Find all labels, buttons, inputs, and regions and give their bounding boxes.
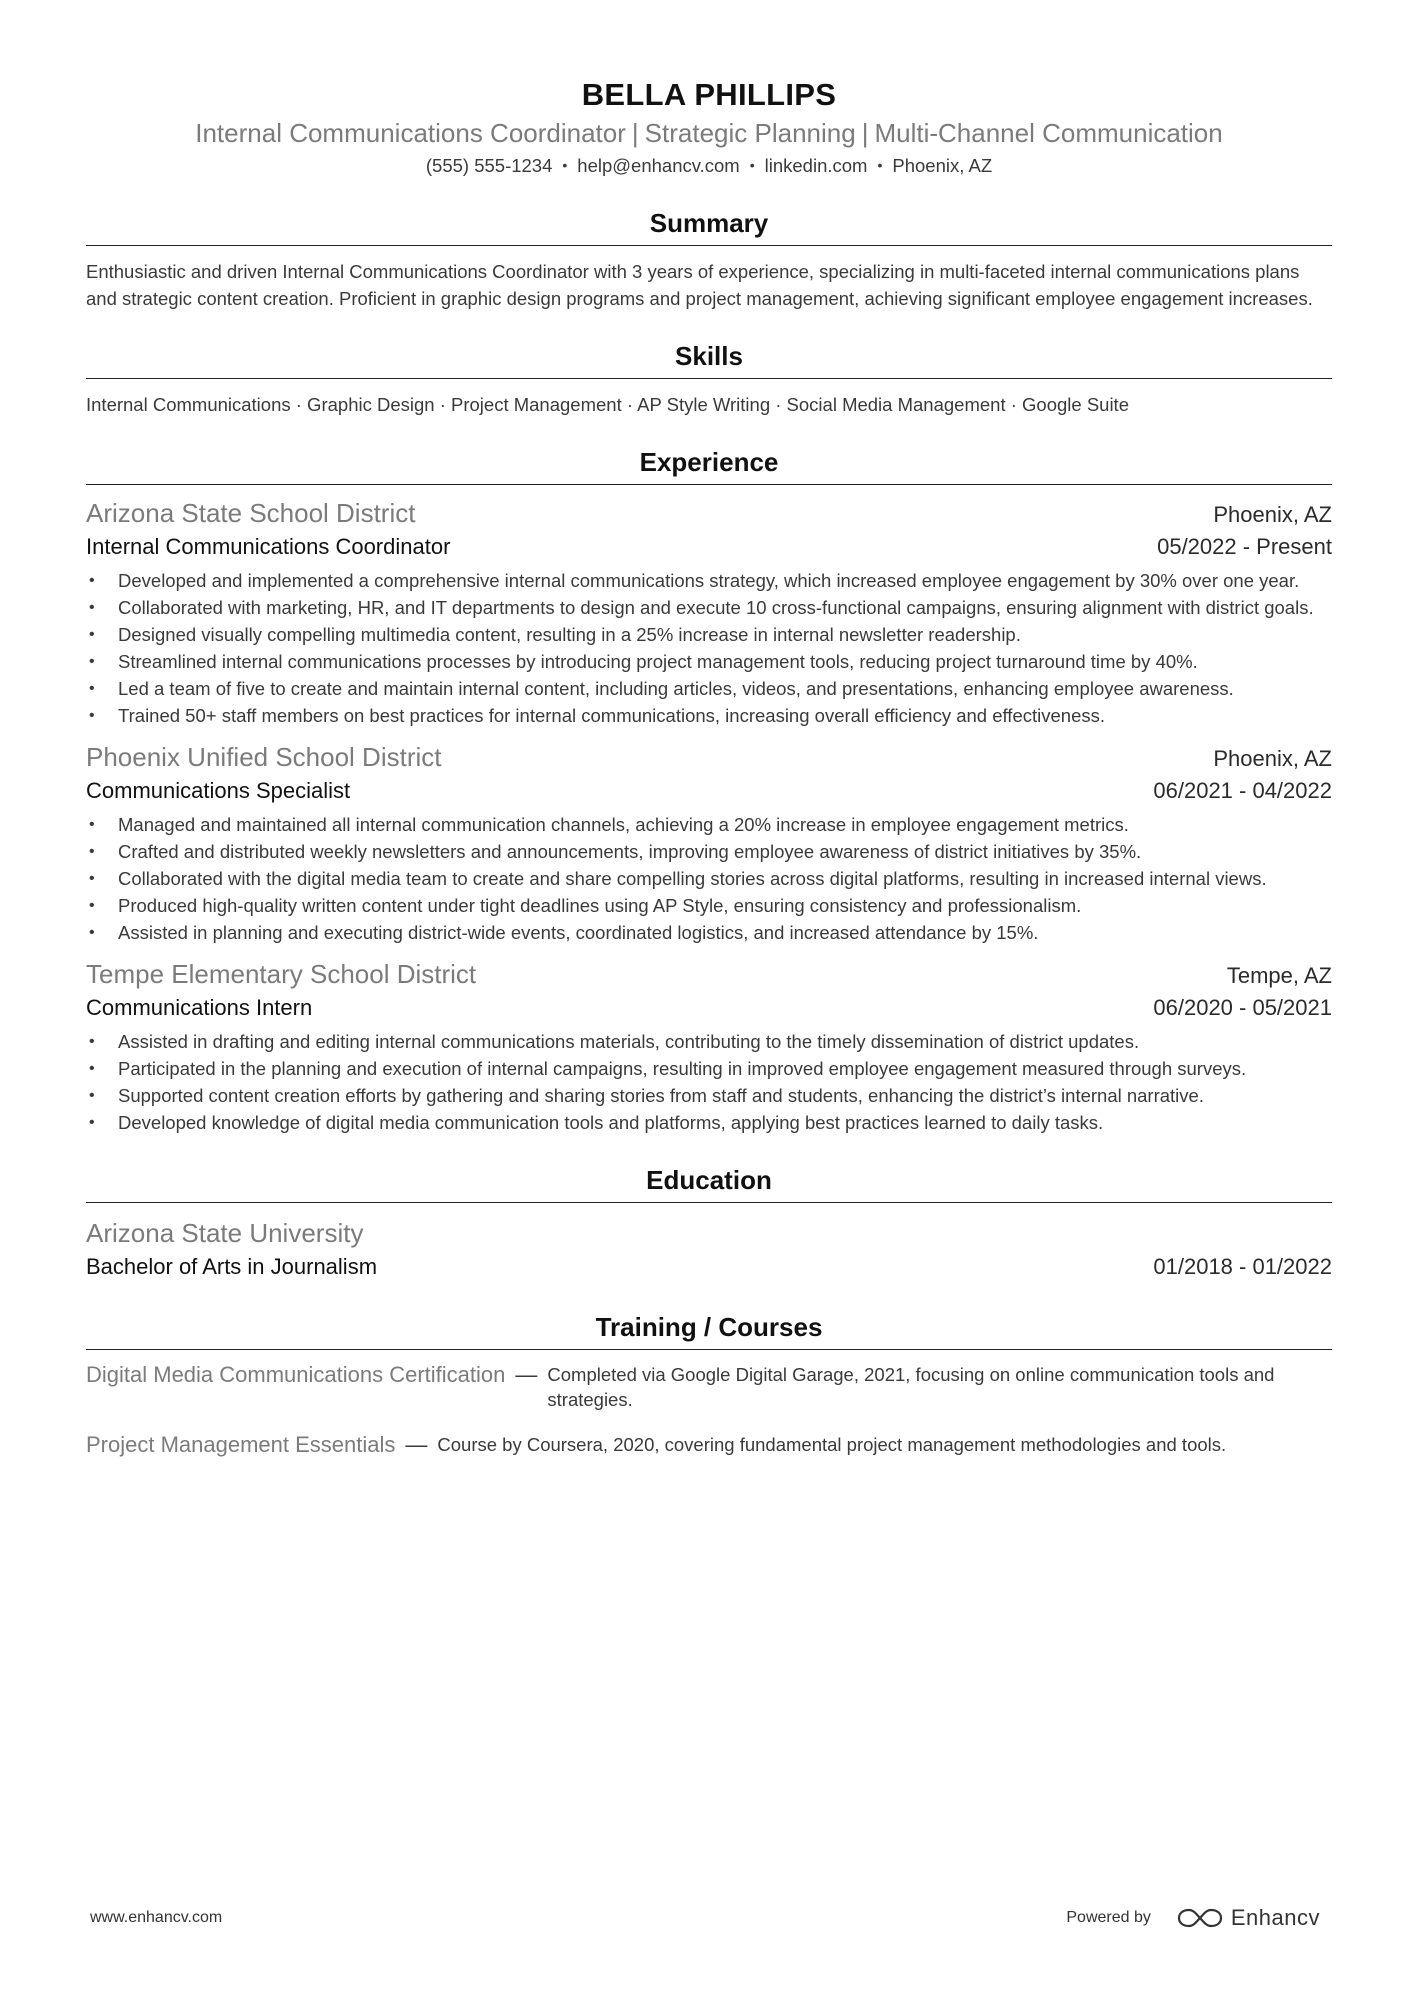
title-item: Multi-Channel Communication bbox=[874, 118, 1223, 148]
job-dates: 06/2020 - 05/2021 bbox=[1153, 995, 1332, 1020]
bullet-item: • Supported content creation efforts by gathering and sharing stories from staff and students, enhancing the district’s internal narrative. bbox=[86, 1082, 1332, 1109]
company-name: Phoenix Unified School District bbox=[86, 742, 442, 772]
job-entry bbox=[86, 739, 1332, 946]
bullet-item: • Designed visually compelling multimedia content, resulting in a 25% increase in internal newsletter readership. bbox=[86, 621, 1332, 648]
resume-page bbox=[86, 74, 1332, 1457]
company-name: Tempe Elementary School District bbox=[86, 959, 477, 989]
training-section bbox=[86, 1310, 1332, 1457]
contact-line bbox=[86, 152, 1332, 179]
course-description: Course by Coursera, 2020, covering fundamental project management methodologies and tools. bbox=[437, 1434, 1227, 1455]
bullet-item: • Assisted in drafting and editing internal communications materials, contributing to the timely dissemination of district updates. bbox=[86, 1028, 1332, 1055]
skills-list: Internal Communications · Graphic Design · Project Management · AP Style Writing · Social Media Management · Google Suite bbox=[86, 394, 1129, 415]
job-entry bbox=[86, 495, 1332, 729]
bullet-item: • Developed and implemented a comprehensive internal communications strategy, which increased employee engagement by 30% over one year. bbox=[86, 567, 1332, 594]
course-dash: — bbox=[405, 1432, 428, 1457]
course-name: Project Management Essentials bbox=[86, 1432, 396, 1457]
job-bullets bbox=[86, 811, 1332, 946]
job-role: Internal Communications Coordinator bbox=[86, 534, 451, 559]
education-entry bbox=[86, 1215, 1332, 1283]
bullet-item: • Trained 50+ staff members on best practices for internal communications, increasing overall efficiency and effectiveness. bbox=[86, 702, 1332, 729]
course-description: Completed via Google Digital Garage, 2021, focusing on online communication tools and strategies. bbox=[547, 1364, 1275, 1410]
course-entry bbox=[86, 1362, 1332, 1412]
skills-section bbox=[86, 339, 1332, 418]
bullet-item: • Collaborated with the digital media team to create and share compelling stories across digital platforms, resulting in increased internal views. bbox=[86, 865, 1332, 892]
bullet-item: • Produced high-quality written content under tight deadlines using AP Style, ensuring consistency and professionalism. bbox=[86, 892, 1332, 919]
bullet-item: • Streamlined internal communications processes by introducing project management tools, reducing project turnaround time by 40%. bbox=[86, 648, 1332, 675]
section-heading: Skills bbox=[86, 339, 1332, 379]
enhancv-brand[interactable] bbox=[1177, 1905, 1320, 1931]
job-role: Communications Intern bbox=[86, 995, 313, 1020]
job-role: Communications Specialist bbox=[86, 778, 351, 803]
bullet-item: • Crafted and distributed weekly newsletters and announcements, improving employee awareness of district initiatives by 35%. bbox=[86, 838, 1332, 865]
section-heading: Summary bbox=[86, 206, 1332, 246]
powered-by-label: Powered by bbox=[1066, 1909, 1151, 1926]
course-entry bbox=[86, 1432, 1332, 1457]
degree: Bachelor of Arts in Journalism bbox=[86, 1254, 378, 1279]
candidate-name: BELLA PHILLIPS bbox=[581, 77, 837, 112]
title-item: Strategic Planning bbox=[644, 118, 856, 148]
experience-section bbox=[86, 445, 1332, 1136]
brand-name: Enhancv bbox=[1230, 1905, 1320, 1930]
school-name: Arizona State University bbox=[86, 1218, 364, 1248]
contact-separator: • bbox=[877, 157, 883, 173]
bullet-item: • Participated in the planning and execution of internal campaigns, resulting in improved employee engagement measured through surveys. bbox=[86, 1055, 1332, 1082]
job-dates: 05/2022 - Present bbox=[1157, 534, 1332, 559]
email-link[interactable]: help@enhancv.com bbox=[577, 155, 740, 176]
title-separator: | bbox=[861, 118, 869, 148]
linkedin-link[interactable]: linkedin.com bbox=[764, 155, 868, 176]
section-heading: Training / Courses bbox=[86, 1310, 1332, 1350]
bullet-item: • Managed and maintained all internal communication channels, achieving a 20% increase in employee engagement metrics. bbox=[86, 811, 1332, 838]
contact-separator: • bbox=[749, 157, 755, 173]
education-section bbox=[86, 1163, 1332, 1283]
bullet-item: • Assisted in planning and executing district-wide events, coordinated logistics, and increased attendance by 15%. bbox=[86, 919, 1332, 946]
job-location: Phoenix, AZ bbox=[1213, 746, 1332, 771]
company-name: Arizona State School District bbox=[86, 498, 416, 528]
location: Phoenix, AZ bbox=[892, 155, 993, 176]
section-heading: Experience bbox=[86, 445, 1332, 485]
bullet-item: • Developed knowledge of digital media communication tools and platforms, applying best practices learned to daily tasks. bbox=[86, 1109, 1332, 1136]
course-name: Digital Media Communications Certification bbox=[86, 1362, 506, 1387]
job-location: Phoenix, AZ bbox=[1213, 502, 1332, 527]
contact-separator: • bbox=[562, 157, 568, 173]
title-separator: | bbox=[631, 118, 639, 148]
section-heading: Education bbox=[86, 1163, 1332, 1203]
phone: (555) 555-1234 bbox=[425, 155, 553, 176]
enhancv-logo-icon bbox=[1177, 1906, 1223, 1930]
bullet-item: • Led a team of five to create and maintain internal content, including articles, videos, and presentations, enhancing employee awareness. bbox=[86, 675, 1332, 702]
summary-text: Enthusiastic and driven Internal Communications Coordinator with 3 years of experience, specializing in multi-faceted internal communications plans and strategic content creation. Proficient in graphic design programs and project management, achieving significant employee engagement increases. bbox=[86, 261, 1313, 309]
powered-by-block bbox=[1066, 1905, 1320, 1931]
page-footer bbox=[90, 1905, 1320, 1931]
job-dates: 06/2021 - 04/2022 bbox=[1153, 778, 1332, 803]
job-bullets bbox=[86, 1028, 1332, 1136]
resume-header bbox=[86, 74, 1332, 179]
education-dates: 01/2018 - 01/2022 bbox=[1153, 1254, 1332, 1279]
summary-section bbox=[86, 206, 1332, 312]
job-location: Tempe, AZ bbox=[1226, 963, 1332, 988]
course-dash: — bbox=[515, 1362, 538, 1387]
job-bullets bbox=[86, 567, 1332, 729]
website-link[interactable]: www.enhancv.com bbox=[90, 1909, 223, 1926]
bullet-item: • Collaborated with marketing, HR, and IT departments to design and execute 10 cross-functional campaigns, ensuring alignment with district goals. bbox=[86, 594, 1332, 621]
title-line bbox=[86, 116, 1332, 150]
job-entry bbox=[86, 956, 1332, 1136]
title-item: Internal Communications Coordinator bbox=[195, 118, 626, 148]
